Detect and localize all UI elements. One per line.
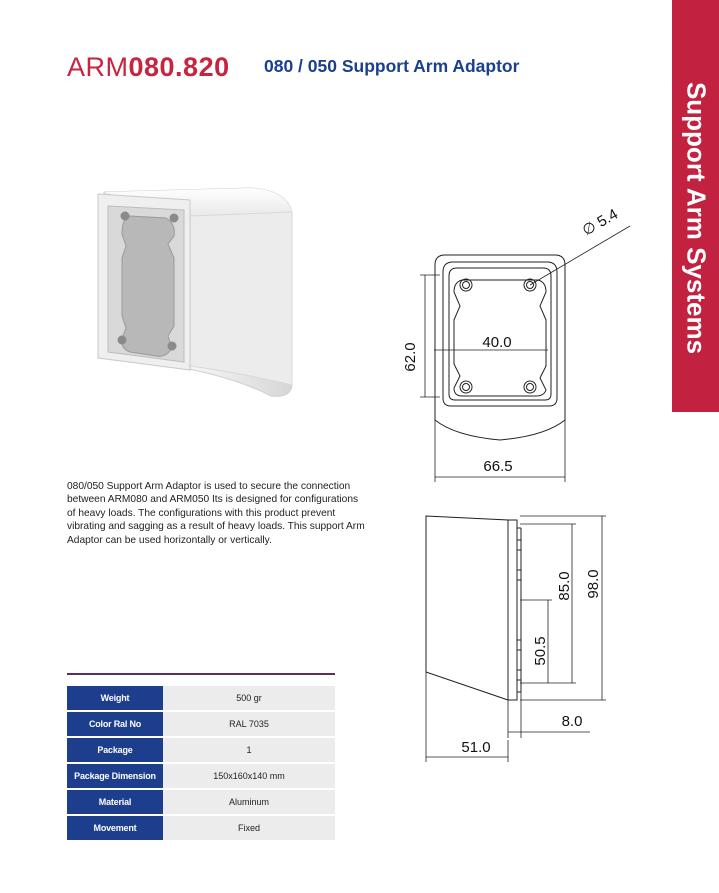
product-code-prefix: ARM <box>67 52 129 82</box>
spec-label: Material <box>67 790 163 814</box>
dim-front-width: 66.5 <box>483 458 513 475</box>
dim-front-inner-width: 40.0 <box>482 334 512 351</box>
dim-side-height-mid: 85.0 <box>556 571 573 601</box>
spec-label: Movement <box>67 816 163 840</box>
specs-table <box>67 684 335 842</box>
spec-label: Color Ral No <box>67 712 163 736</box>
spec-row-movement <box>67 816 335 840</box>
dim-hole-diameter: ∅ 5.4 <box>579 205 621 240</box>
dim-side-depth: 51.0 <box>461 739 491 756</box>
spec-row-material <box>67 790 335 814</box>
spec-value: 1 <box>163 738 335 762</box>
spec-label: Package <box>67 738 163 762</box>
dim-side-height-outer: 98.0 <box>585 569 602 599</box>
product-description: 080/050 Support Arm Adaptor is used to secure the connection between ARM080 and ARM050 Its is designed for configurations of heavy loads. The configurations with this product prevent vibrating and sagging as a result of heavy loads. This support Arm Adaptor can be used horizontally or vertically. <box>67 481 365 546</box>
spec-row-color <box>67 712 335 736</box>
dim-side-height-inner: 50.5 <box>532 636 549 666</box>
spec-row-package <box>67 738 335 762</box>
spec-value: 150x160x140 mm <box>163 764 335 788</box>
spec-label: Weight <box>67 686 163 710</box>
product-title: 080 / 050 Support Arm Adaptor <box>264 56 520 76</box>
spec-value: 500 gr <box>163 686 335 710</box>
spec-value: Fixed <box>163 816 335 840</box>
spec-row-weight <box>67 686 335 710</box>
category-side-tab-label: Support Arm Systems <box>681 81 711 355</box>
product-code-number: 080.820 <box>128 52 230 82</box>
spec-row-package-dimension <box>67 764 335 788</box>
dim-side-flange: 8.0 <box>561 713 583 730</box>
specs-divider <box>67 673 335 675</box>
spec-value: RAL 7035 <box>163 712 335 736</box>
side-view-drawing <box>426 516 521 700</box>
front-view-dimensions <box>420 226 630 482</box>
spec-value: Aluminum <box>163 790 335 814</box>
spec-label: Package Dimension <box>67 764 163 788</box>
dim-front-height: 62.0 <box>402 342 419 372</box>
